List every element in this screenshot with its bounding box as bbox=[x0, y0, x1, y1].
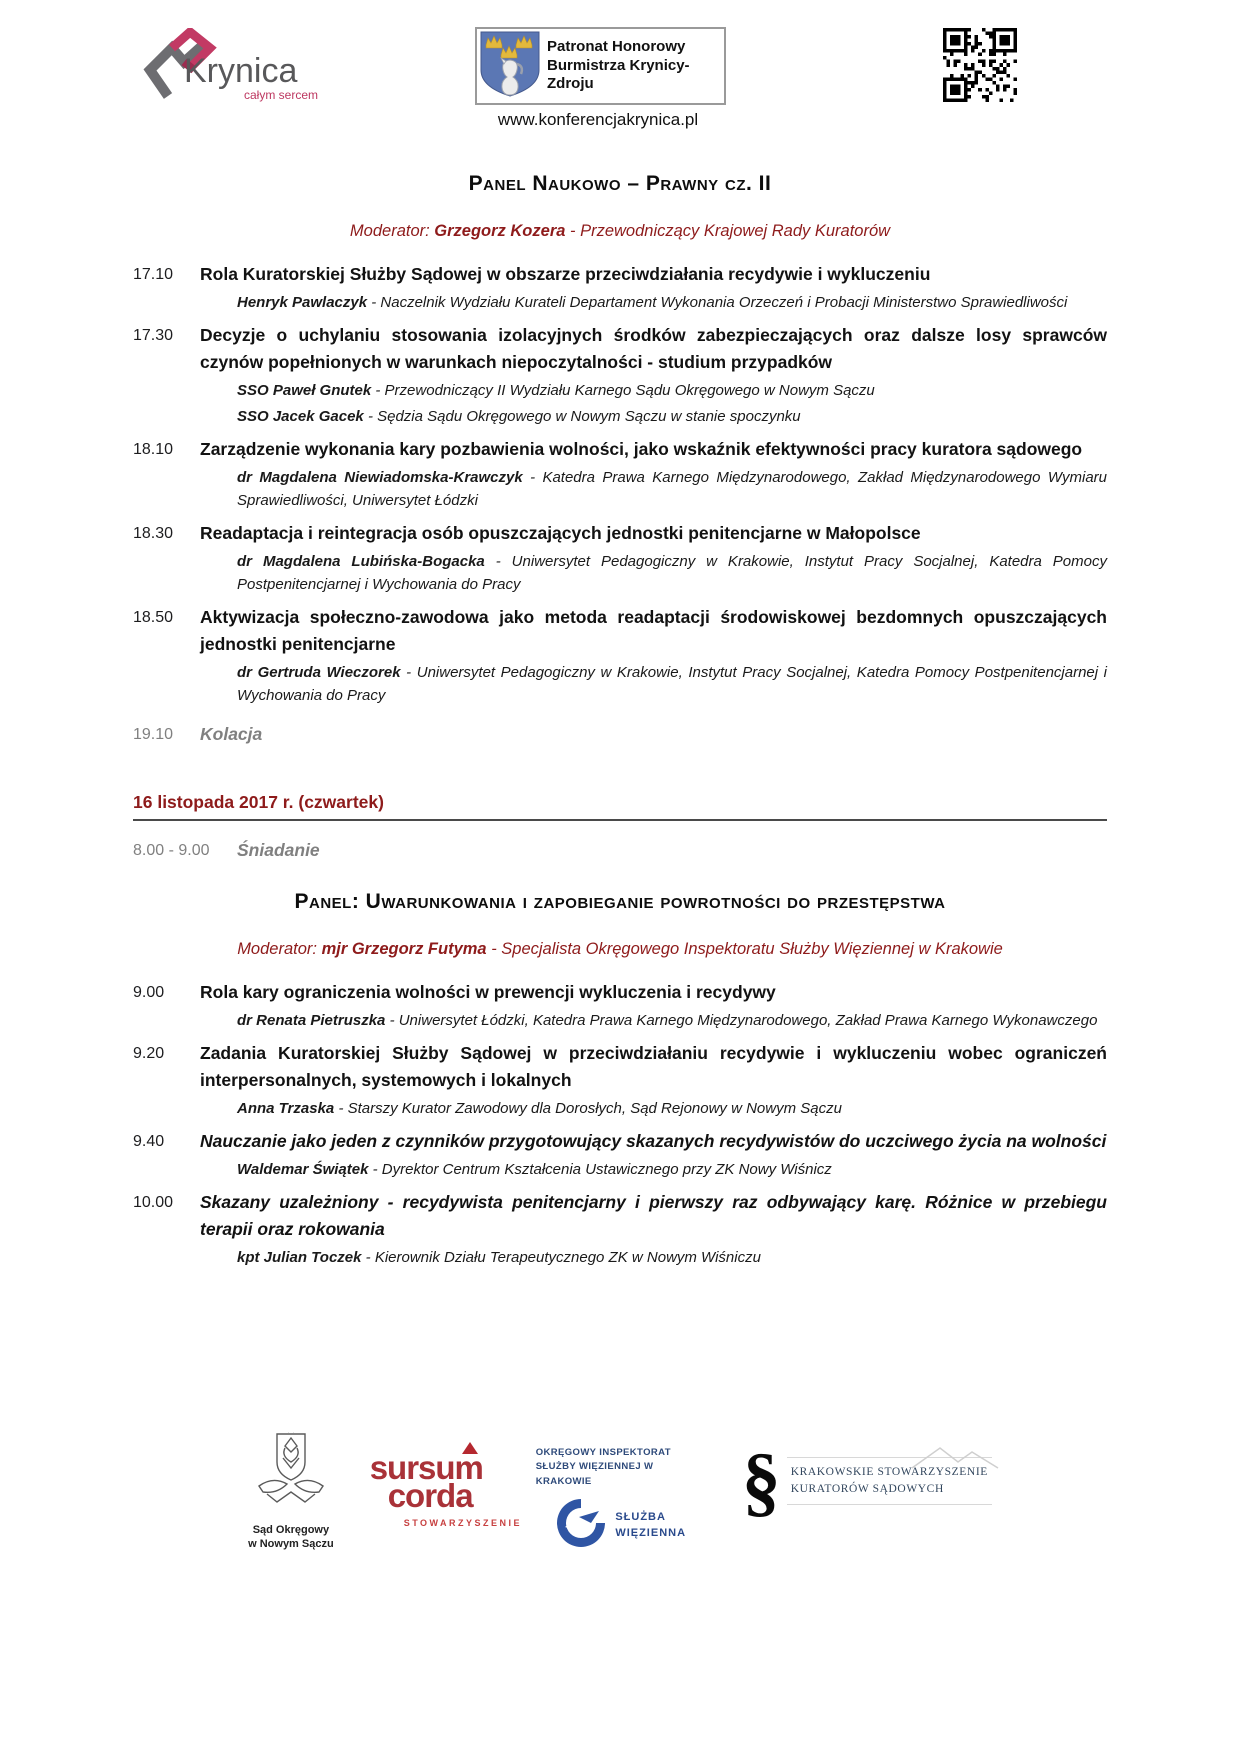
qr-code bbox=[943, 28, 1017, 107]
item-speaker bbox=[237, 405, 1107, 428]
patronat-line2: Burmistrza Krynicy-Zdroju bbox=[547, 56, 690, 93]
item-speaker bbox=[237, 1097, 1107, 1120]
speaker-role: - Naczelnik Wydziału Kurateli Departament Wykonania Orzeczeń i Probacji Ministerstwo Sprawiedliwości bbox=[371, 294, 1068, 311]
item-speaker bbox=[237, 1246, 1107, 1269]
item-time: 9.20 bbox=[133, 1045, 165, 1062]
sursum-subtitle: STOWARZYSZENIE bbox=[403, 1518, 523, 1529]
ksks-line2: KURATORÓW SĄDOWYCH bbox=[790, 1483, 944, 1496]
item-title: Decyzje o uchylaniu stosowania izolacyjnych środków zabezpieczających oraz dalsze losy sprawców czynów popełnionych w warunkach niepoczytalności - studium przypadków bbox=[200, 325, 1107, 372]
panel2-agenda bbox=[133, 979, 1107, 1269]
kurators-association-logo bbox=[741, 1437, 992, 1524]
court-caption-line1: Sąd Okręgowy bbox=[252, 1524, 330, 1536]
speaker-name: SSO Jacek Gacek bbox=[237, 408, 364, 425]
speaker-role: - Przewodniczący II Wydziału Karnego Sądu Okręgowego w Nowym Sączu bbox=[375, 382, 875, 399]
court-logo bbox=[248, 1432, 334, 1552]
speaker-role: - Katedra Prawa Karnego Międzynarodowego, Zakład Międzynarodowego Wymiaru Sprawiedliwości, Uniwersytet Łódzki bbox=[237, 469, 1107, 509]
speaker-role: - Sędzia Sądu Okręgowego w Nowym Sączu w stanie spoczynku bbox=[367, 408, 801, 425]
sursum-word2: corda bbox=[387, 1477, 473, 1515]
item-time: 18.50 bbox=[133, 609, 174, 626]
item-title: Rola kary ograniczenia wolności w prewencji wykluczenia i recydywy bbox=[200, 982, 776, 1002]
speaker-role: - Kierownik Działu Terapeutycznego ZK w Nowym Wiśniczu bbox=[365, 1249, 761, 1266]
item-time: 19.10 bbox=[133, 726, 174, 743]
section-sign-icon: § bbox=[741, 1437, 781, 1524]
item-speaker bbox=[237, 1009, 1107, 1032]
panel1-agenda bbox=[133, 261, 1107, 748]
speaker-name: Waldemar Świątek bbox=[237, 1161, 369, 1178]
item-speaker bbox=[237, 291, 1107, 314]
mountain-outline-icon bbox=[910, 1444, 1000, 1475]
moderator-name: mjr Grzegorz Futyma bbox=[321, 940, 487, 958]
speaker-name: dr Renata Pietruszka bbox=[237, 1012, 386, 1029]
item-title: Śniadanie bbox=[237, 840, 320, 860]
agenda-item bbox=[133, 837, 1107, 864]
oisw-header-line2: SŁUŻBY WIĘZIENNEJ W KRAKOWIE bbox=[535, 1461, 654, 1487]
ksks-line1: KRAKOWSKIE STOWARZYSZENIE bbox=[790, 1465, 988, 1478]
agenda-item bbox=[133, 261, 1107, 314]
item-speaker bbox=[237, 1158, 1107, 1181]
agenda-item bbox=[133, 520, 1107, 596]
speaker-role: - Starszy Kurator Zawodowy dla Dorosłych, Sąd Rejonowy w Nowym Sączu bbox=[338, 1100, 842, 1117]
agenda-item bbox=[133, 1040, 1107, 1120]
speaker-name: Henryk Pawlaczyk bbox=[237, 294, 368, 311]
item-time: 17.30 bbox=[133, 327, 174, 344]
moderator-role: - Specjalista Okręgowego Inspektoratu Służby Więziennej w Krakowie bbox=[491, 940, 1003, 958]
item-time: 18.30 bbox=[133, 525, 174, 542]
agenda-item bbox=[133, 979, 1107, 1032]
footer-logos bbox=[0, 1432, 1240, 1554]
agenda-item bbox=[133, 1128, 1107, 1181]
item-title: Skazany uzależniony - recydywista penitencjarny i pierwszy raz odbywający karę. Różnice w przebiegu terapii oraz rokowania bbox=[200, 1192, 1107, 1239]
item-title: Nauczanie jako jeden z czynników przygotowujący skazanych recydywistów do uczciwego życia na wolności bbox=[200, 1131, 1107, 1151]
item-time: 9.40 bbox=[133, 1133, 165, 1150]
prison-service-swoosh-icon bbox=[555, 1497, 607, 1554]
item-speaker bbox=[237, 379, 1107, 402]
oisw-header-line1: OKRĘGOWY INSPEKTORAT bbox=[535, 1447, 671, 1458]
item-title: Zadania Kuratorskiej Służby Sądowej w przeciwdziałaniu recydywie i wykluczeniu wobec ograniczeń interpersonalnych, systemowych i lokalnych bbox=[200, 1043, 1107, 1090]
agenda-item bbox=[133, 322, 1107, 428]
item-time: 18.10 bbox=[133, 441, 174, 458]
moderator-prefix: Moderator: bbox=[349, 222, 435, 240]
agenda-item bbox=[133, 604, 1107, 707]
oisw-label-line2: WIĘZIENNA bbox=[615, 1527, 687, 1540]
speaker-name: dr Magdalena Niewiadomska-Krawczyk bbox=[237, 469, 523, 486]
krynica-logo bbox=[138, 28, 318, 102]
item-time: 17.10 bbox=[133, 266, 174, 283]
item-title: Rola Kuratorskiej Służby Sądowej w obszarze przeciwdziałania recydywie i wykluczeniu bbox=[200, 264, 931, 284]
moderator-role: - Przewodniczący Krajowej Rady Kuratorów bbox=[570, 222, 891, 240]
heart-caret-icon bbox=[462, 1442, 478, 1454]
oisw-label-line1: SŁUŻBA bbox=[615, 1510, 666, 1523]
item-time: 10.00 bbox=[133, 1194, 174, 1211]
krynica-logo-name: Krynica bbox=[184, 52, 298, 90]
speaker-name: dr Gertruda Wieczorek bbox=[237, 664, 401, 681]
conference-website: www.konferencjakrynica.pl bbox=[497, 110, 699, 129]
speaker-name: SSO Paweł Gnutek bbox=[237, 382, 372, 399]
krynica-logo-tagline: całym sercem bbox=[243, 88, 318, 102]
court-caption-line2: w Nowym Sączu bbox=[248, 1538, 334, 1551]
krynica-crest-icon bbox=[479, 30, 541, 103]
sursum-word1: sursum bbox=[369, 1449, 483, 1486]
agenda-item bbox=[133, 436, 1107, 512]
item-speaker bbox=[237, 466, 1107, 512]
item-time: 9.00 bbox=[133, 984, 165, 1001]
item-speaker bbox=[237, 550, 1107, 596]
sursum-corda-logo bbox=[369, 1449, 523, 1529]
panel1-moderator bbox=[133, 222, 1107, 241]
item-title: Zarządzenie wykonania kary pozbawienia wolności, jako wskaźnik efektywności pracy kuratora sądowego bbox=[200, 439, 1083, 459]
day2-header bbox=[133, 792, 1107, 821]
eagle-crest-icon bbox=[255, 1503, 327, 1520]
item-speaker bbox=[237, 661, 1107, 707]
agenda-item bbox=[133, 721, 1107, 748]
speaker-name: dr Magdalena Lubińska-Bogacka bbox=[237, 553, 485, 570]
speaker-role: - Uniwersytet Łódzki, Katedra Prawa Karnego Międzynarodowego, Zakład Prawa Karnego Wykonawczego bbox=[389, 1012, 1098, 1029]
patronat-line1: Patronat Honorowy bbox=[547, 37, 686, 55]
speaker-name: Anna Trzaska bbox=[237, 1100, 335, 1117]
panel1-title: Panel Naukowo – Prawny cz. II bbox=[468, 172, 772, 195]
speaker-role: - Dyrektor Centrum Kształcenia Ustawicznego przy ZK Nowy Wiśnicz bbox=[372, 1161, 832, 1178]
patronat-badge bbox=[475, 27, 726, 105]
panel2-moderator bbox=[133, 940, 1107, 959]
item-title: Aktywizacja społeczno-zawodowa jako metoda readaptacji środowiskowej bezdomnych opuszczających jednostki penitencjarne bbox=[200, 607, 1107, 654]
item-title: Kolacja bbox=[200, 724, 263, 744]
speaker-name: kpt Julian Toczek bbox=[237, 1249, 362, 1266]
speaker-role: - Uniwersytet Pedagogiczny w Krakowie, Instytut Pracy Socjalnej, Katedra Pomocy Postpenitencjarnej i Wychowania do Pracy bbox=[237, 553, 1107, 593]
item-title: Readaptacja i reintegracja osób opuszczających jednostki penitencjarne w Małopolsce bbox=[200, 523, 921, 543]
day2-date: 16 listopada 2017 r. (czwartek) bbox=[133, 792, 1107, 821]
speaker-role: - Uniwersytet Pedagogiczny w Krakowie, Instytut Pracy Socjalnej, Katedra Pomocy Postpenitencjarnej i Wychowania do Pracy bbox=[237, 664, 1108, 704]
panel2-title: Panel: Uwarunkowania i zapobieganie powrotności do przestępstwa bbox=[294, 890, 946, 913]
page-header bbox=[133, 18, 1107, 158]
moderator-name: Grzegorz Kozera bbox=[434, 222, 566, 240]
prison-inspectorate-logo bbox=[536, 1446, 706, 1554]
agenda-item bbox=[133, 1189, 1107, 1269]
moderator-prefix: Moderator: bbox=[237, 940, 322, 958]
day2-breakfast-row bbox=[133, 837, 1107, 864]
item-time: 8.00 - 9.00 bbox=[133, 842, 210, 859]
